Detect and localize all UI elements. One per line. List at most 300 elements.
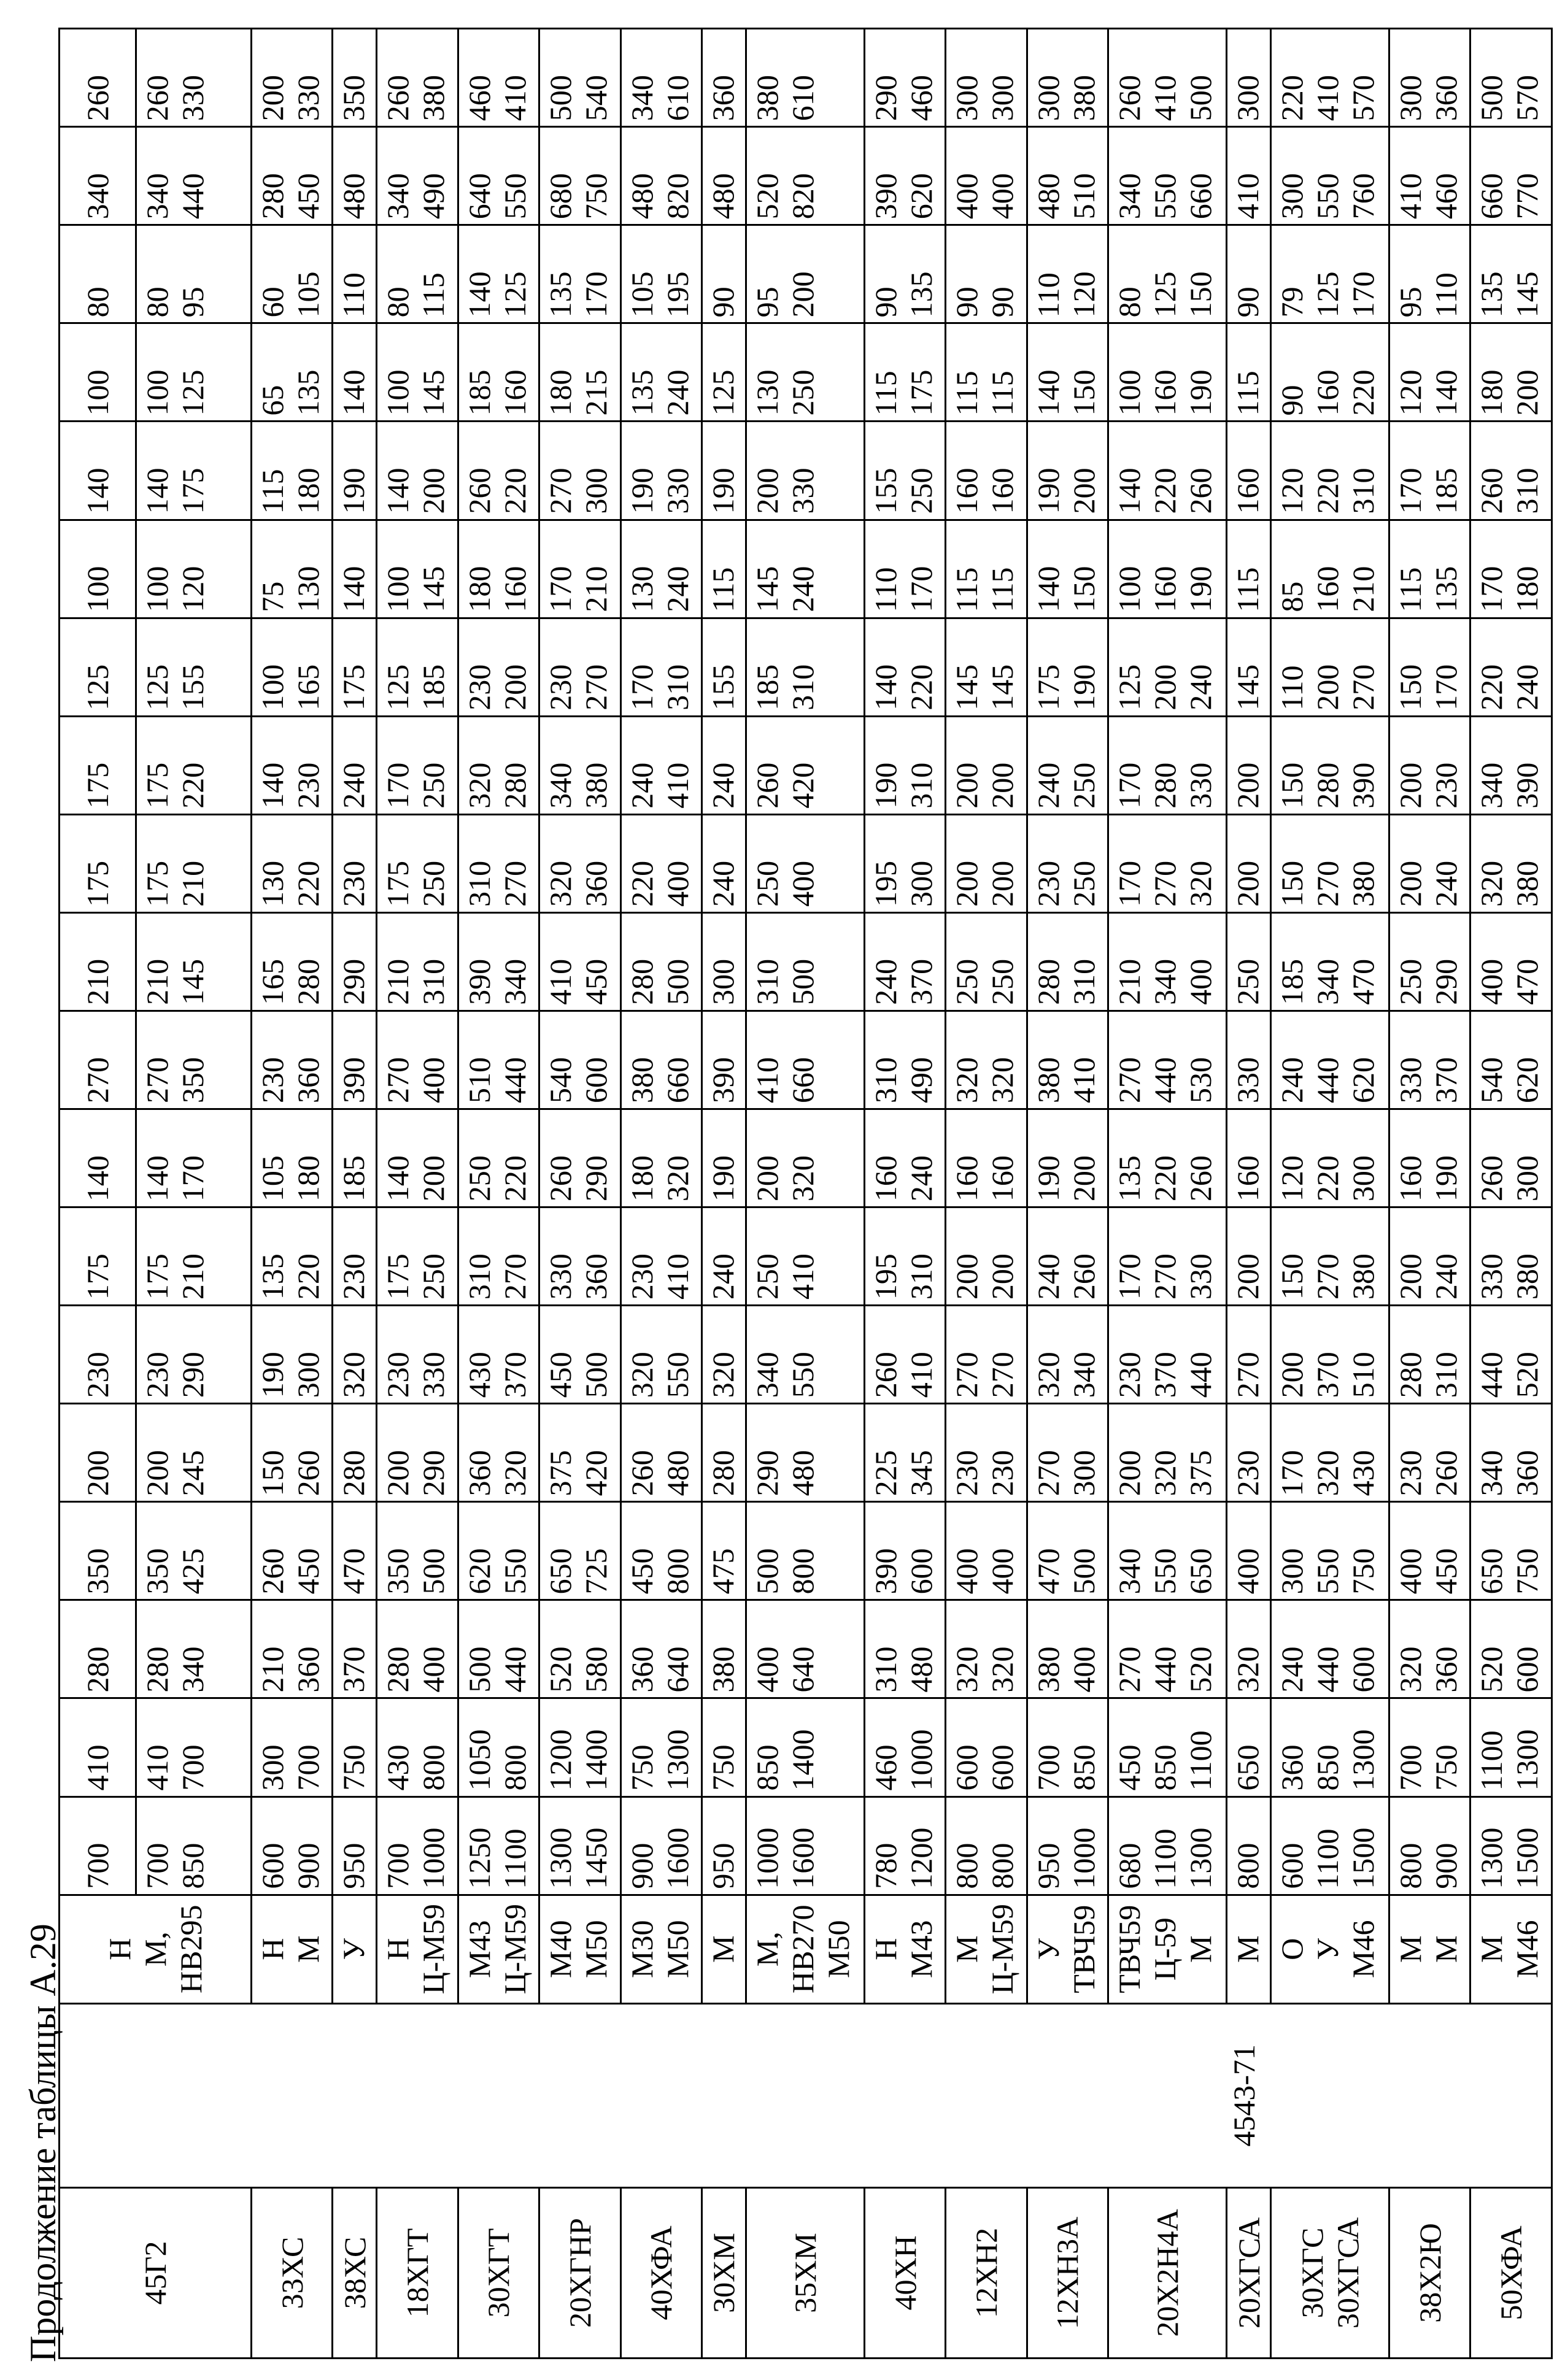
- cell-line: 660: [785, 1057, 820, 1103]
- value-cell: [746, 1502, 864, 1600]
- cell-line: 780: [868, 1843, 903, 1889]
- cell-line: 210: [381, 958, 415, 1005]
- value-cell: [539, 1011, 620, 1109]
- cell-line: 380: [1030, 1646, 1065, 1693]
- cell-line: 650: [1474, 1548, 1509, 1595]
- cell-line: 240: [1030, 1254, 1065, 1300]
- cell-line: 135: [543, 271, 578, 318]
- cell-line: 260: [462, 468, 497, 514]
- value-cell: [377, 225, 458, 323]
- cell-line: 410: [1310, 75, 1345, 121]
- cell-line: 175: [381, 860, 415, 907]
- steel-grade-cell: [1027, 2187, 1108, 2358]
- cell-line: 155: [705, 664, 740, 711]
- cell-line: 240: [660, 369, 695, 416]
- value-cell: [1227, 1207, 1271, 1306]
- cell-line: 1300: [1183, 1827, 1218, 1889]
- cell-line: 240: [624, 762, 659, 809]
- cell-line: 110: [1030, 272, 1065, 318]
- cell-line: Ц-59: [1148, 1917, 1183, 1981]
- cell-line: 280: [1030, 958, 1065, 1005]
- header-value-cell: 350: [60, 1502, 136, 1600]
- value-cell: [136, 127, 252, 225]
- cell-line: 250: [416, 1254, 451, 1300]
- value-cell: [1108, 225, 1227, 323]
- cell-line: 650: [543, 1548, 578, 1595]
- cell-line: 660: [1183, 173, 1218, 220]
- value-cell: [946, 1600, 1027, 1698]
- cell-line: 725: [579, 1548, 614, 1595]
- value-cell: [701, 1698, 746, 1797]
- value-cell: [1470, 520, 1552, 618]
- steel-grade-text: 20Х2Н4А: [1150, 2209, 1185, 2337]
- value-cell: [1470, 1600, 1552, 1698]
- header-value-cell: 100: [60, 520, 136, 618]
- value-cell: [746, 618, 864, 716]
- value-cell: [1108, 1698, 1227, 1797]
- cell-line: 220: [1275, 75, 1310, 121]
- cell-line: М,: [749, 1931, 784, 1967]
- cell-line: 175: [140, 1254, 175, 1300]
- cell-line: 320: [705, 1352, 740, 1398]
- steel-grade-cell: [458, 2187, 539, 2358]
- value-cell: [1108, 1207, 1227, 1306]
- value-cell: [1470, 1109, 1552, 1207]
- value-cell: [1271, 912, 1389, 1011]
- cell-line: 260: [1066, 1254, 1101, 1300]
- cell-line: 450: [579, 958, 614, 1005]
- value-cell: [620, 1306, 701, 1404]
- cell-line: 360: [579, 1254, 614, 1300]
- cell-line: 380: [1346, 860, 1381, 907]
- header-value-cell: 260: [60, 29, 136, 127]
- cell-line: 150: [1275, 762, 1310, 809]
- cell-line: М30: [624, 1920, 659, 1978]
- steel-grade-text: 30ХМ: [706, 2233, 741, 2313]
- value-cell: [1389, 323, 1470, 422]
- cell-line: 750: [1510, 1548, 1545, 1595]
- cell-line: 185: [416, 664, 451, 711]
- cell-line: 300: [985, 75, 1020, 121]
- cell-line: 260: [140, 75, 175, 121]
- cell-line: 290: [416, 1450, 451, 1496]
- value-cell: [251, 1797, 332, 1895]
- value-cell: [946, 1698, 1027, 1797]
- cell-line: 180: [624, 1155, 659, 1202]
- value-cell: [539, 1698, 620, 1797]
- cell-line: 310: [462, 1254, 497, 1300]
- cell-line: 850: [176, 1843, 211, 1889]
- value-cell: [1027, 29, 1108, 127]
- cell-line: 340: [497, 958, 532, 1005]
- cell-line: 800: [1393, 1843, 1428, 1889]
- value-cell: [620, 1600, 701, 1698]
- value-cell: [333, 225, 377, 323]
- cell-line: 170: [1428, 664, 1463, 711]
- cell-line: 380: [579, 762, 614, 809]
- cell-line: Н: [255, 1938, 290, 1960]
- cell-line: 360: [1510, 1450, 1545, 1496]
- value-cell: [377, 29, 458, 127]
- value-cell: [746, 29, 864, 127]
- value-cell: [1027, 422, 1108, 520]
- steel-grade-cell: [1108, 2187, 1227, 2358]
- cell-line: 360: [290, 1646, 325, 1693]
- value-cell: [251, 29, 332, 127]
- cell-line: 340: [749, 1352, 784, 1398]
- cell-line: 330: [1474, 1254, 1509, 1300]
- value-cell: [539, 520, 620, 618]
- cell-line: 220: [1474, 664, 1509, 711]
- value-cell: [539, 716, 620, 814]
- cell-line: 120: [1275, 1155, 1310, 1202]
- cell-line: 175: [176, 468, 211, 514]
- cell-line: 450: [624, 1548, 659, 1595]
- value-cell: [864, 716, 945, 814]
- value-cell: [1108, 520, 1227, 618]
- value-cell: [1027, 127, 1108, 225]
- cell-line: 140: [462, 271, 497, 318]
- value-cell: [1027, 1600, 1108, 1698]
- mode-cell: [60, 1895, 252, 2003]
- header-value-cell: 280: [60, 1600, 136, 1698]
- cell-line: 230: [1428, 762, 1463, 809]
- cell-line: 150: [255, 1450, 290, 1496]
- cell-line: 240: [1510, 664, 1545, 711]
- mode-cell: [377, 1895, 458, 2003]
- header-value-cell: 175: [60, 1207, 136, 1306]
- cell-line: 65: [255, 385, 290, 416]
- cell-line: 800: [497, 1744, 532, 1791]
- cell-line: 345: [903, 1450, 938, 1496]
- cell-line: М50: [660, 1920, 695, 1978]
- cell-line: 140: [140, 468, 175, 514]
- cell-line: 600: [1510, 1646, 1545, 1693]
- cell-line: 225: [868, 1450, 903, 1496]
- cell-line: 185: [462, 369, 497, 416]
- value-cell: [1027, 1502, 1108, 1600]
- cell-line: 200: [1231, 762, 1266, 809]
- header-value-cell: 230: [60, 1306, 136, 1404]
- value-cell: [377, 814, 458, 912]
- cell-line: 270: [1112, 1057, 1147, 1103]
- value-cell: [864, 1404, 945, 1502]
- cell-line: 170: [381, 762, 415, 809]
- value-cell: [701, 1306, 746, 1404]
- value-cell: [377, 127, 458, 225]
- value-cell: [1271, 618, 1389, 716]
- cell-line: 270: [1310, 860, 1345, 907]
- cell-line: 220: [1310, 468, 1345, 514]
- value-cell: [1227, 1109, 1271, 1207]
- value-cell: [1227, 618, 1271, 716]
- cell-line: 800: [1231, 1843, 1266, 1889]
- cell-line: 500: [1183, 75, 1218, 121]
- steel-grade-text: 18ХГТ: [400, 2228, 435, 2318]
- cell-line: 330: [416, 1352, 451, 1398]
- cell-line: 510: [1066, 173, 1101, 220]
- cell-line: 520: [1474, 1646, 1509, 1693]
- cell-line: 340: [543, 762, 578, 809]
- value-cell: [136, 1698, 252, 1797]
- value-cell: [251, 1600, 332, 1698]
- value-cell: [333, 520, 377, 618]
- value-cell: [539, 29, 620, 127]
- cell-line: 230: [290, 762, 325, 809]
- value-cell: [1271, 814, 1389, 912]
- value-cell: [1389, 814, 1470, 912]
- cell-line: 500: [543, 75, 578, 121]
- cell-line: 200: [497, 664, 532, 711]
- cell-line: 380: [705, 1646, 740, 1693]
- value-cell: [1271, 225, 1389, 323]
- cell-line: 1100: [497, 1828, 532, 1889]
- value-cell: [1108, 422, 1227, 520]
- value-cell: [136, 618, 252, 716]
- cell-line: 1300: [543, 1827, 578, 1889]
- value-cell: [701, 912, 746, 1011]
- cell-line: 180: [290, 1155, 325, 1202]
- value-cell: [1027, 618, 1108, 716]
- cell-line: 300: [290, 1352, 325, 1398]
- cell-line: 370: [336, 1646, 371, 1693]
- cell-line: 750: [624, 1744, 659, 1791]
- cell-line: 500: [749, 1548, 784, 1595]
- value-cell: [701, 1109, 746, 1207]
- cell-line: 75: [255, 581, 290, 612]
- value-cell: [1227, 127, 1271, 225]
- steel-grade-text: 38Х2Ю: [1412, 2223, 1447, 2323]
- cell-line: 120: [1393, 369, 1428, 416]
- header-value-cell: 340: [60, 127, 136, 225]
- value-cell: [701, 127, 746, 225]
- cell-line: 230: [140, 1352, 175, 1398]
- cell-line: 450: [543, 1352, 578, 1398]
- cell-line: 820: [660, 173, 695, 220]
- cell-line: 135: [1112, 1155, 1147, 1202]
- value-cell: [1227, 814, 1271, 912]
- value-cell: [136, 29, 252, 127]
- cell-line: 310: [1510, 468, 1545, 514]
- value-cell: [136, 1207, 252, 1306]
- cell-line: 240: [705, 762, 740, 809]
- cell-line: 170: [1112, 860, 1147, 907]
- value-cell: [1389, 1404, 1470, 1502]
- value-cell: [1227, 1404, 1271, 1502]
- cell-line: 115: [985, 371, 1020, 416]
- cell-line: 180: [543, 369, 578, 416]
- value-cell: [251, 1502, 332, 1600]
- cell-line: М43: [462, 1920, 497, 1978]
- value-cell: [1027, 225, 1108, 323]
- steel-grade-text: 50ХФА: [1494, 2225, 1529, 2320]
- mode-cell: [251, 1895, 332, 2003]
- cell-line: 250: [749, 860, 784, 907]
- gost-cell-continued: [1470, 2003, 1552, 2187]
- value-cell: [333, 1698, 377, 1797]
- value-cell: [539, 422, 620, 520]
- cell-line: 380: [416, 75, 451, 121]
- cell-line: 240: [1275, 1057, 1310, 1103]
- cell-line: 79: [1275, 287, 1310, 318]
- cell-line: М,: [137, 1931, 172, 1967]
- cell-line: 280: [381, 1646, 415, 1693]
- header-value-cell: 80: [60, 225, 136, 323]
- mode-cell: [1108, 1895, 1227, 2003]
- value-cell: [333, 1797, 377, 1895]
- cell-line: 410: [749, 1057, 784, 1103]
- cell-line: 500: [462, 1646, 497, 1693]
- cell-line: 410: [1231, 173, 1266, 220]
- value-cell: [1108, 618, 1227, 716]
- cell-line: 185: [1275, 958, 1310, 1005]
- value-cell: [458, 1109, 539, 1207]
- cell-line: 440: [1148, 1646, 1183, 1693]
- cell-line: 460: [868, 1744, 903, 1791]
- value-cell: [251, 618, 332, 716]
- cell-line: 320: [1310, 1450, 1345, 1496]
- value-cell: [864, 912, 945, 1011]
- cell-line: 140: [868, 664, 903, 711]
- cell-line: 320: [1231, 1646, 1266, 1693]
- value-cell: [1027, 1207, 1108, 1306]
- cell-line: 270: [381, 1057, 415, 1103]
- cell-line: 440: [497, 1057, 532, 1103]
- cell-line: 440: [497, 1646, 532, 1693]
- cell-line: 570: [1346, 75, 1381, 121]
- cell-line: 240: [903, 1155, 938, 1202]
- value-cell: [1271, 520, 1389, 618]
- value-cell: [1108, 1306, 1227, 1404]
- steel-grade-cell: [333, 2187, 377, 2358]
- cell-line: 185: [749, 664, 784, 711]
- cell-line: 135: [290, 369, 325, 416]
- cell-line: 360: [462, 1450, 497, 1496]
- cell-line: 310: [785, 664, 820, 711]
- cell-line: 320: [1030, 1352, 1065, 1398]
- mode-cell: [1227, 1895, 1271, 2003]
- value-cell: [1227, 1011, 1271, 1109]
- cell-line: 230: [949, 1450, 984, 1496]
- cell-line: 440: [1310, 1057, 1345, 1103]
- steel-grade-cell: [746, 2187, 864, 2358]
- cell-line: 190: [624, 468, 659, 514]
- cell-line: 115: [416, 272, 451, 318]
- cell-line: 600: [903, 1548, 938, 1595]
- cell-line: 190: [255, 1352, 290, 1398]
- cell-line: 145: [176, 958, 211, 1005]
- cell-line: 260: [1183, 468, 1218, 514]
- cell-line: 110: [868, 567, 903, 612]
- value-cell: [1389, 1698, 1470, 1797]
- value-cell: [746, 814, 864, 912]
- cell-line: 400: [749, 1646, 784, 1693]
- cell-line: 100: [140, 369, 175, 416]
- cell-line: 165: [255, 958, 290, 1005]
- cell-line: 800: [949, 1843, 984, 1889]
- cell-line: 175: [381, 1254, 415, 1300]
- cell-line: М: [290, 1935, 325, 1963]
- cell-line: 250: [416, 860, 451, 907]
- cell-line: 160: [497, 566, 532, 612]
- cell-line: 280: [336, 1450, 371, 1496]
- cell-line: 260: [1428, 1450, 1463, 1496]
- cell-line: 250: [1231, 958, 1266, 1005]
- value-cell: [1027, 1404, 1108, 1502]
- cell-line: 320: [497, 1450, 532, 1496]
- steel-grade-text: 30ХГТ: [481, 2228, 516, 2318]
- mode-cell: [701, 1895, 746, 2003]
- cell-line: 80: [381, 287, 415, 318]
- value-cell: [1470, 422, 1552, 520]
- cell-line: 115: [1393, 567, 1428, 612]
- value-cell: [377, 520, 458, 618]
- value-cell: [1389, 520, 1470, 618]
- cell-line: 470: [336, 1548, 371, 1595]
- cell-line: 170: [176, 1155, 211, 1202]
- cell-line: 700: [1393, 1744, 1428, 1791]
- cell-line: 190: [868, 762, 903, 809]
- cell-line: 250: [1066, 762, 1101, 809]
- value-cell: [746, 716, 864, 814]
- value-cell: [864, 225, 945, 323]
- cell-line: 320: [336, 1352, 371, 1398]
- cell-line: 200: [985, 762, 1020, 809]
- cell-line: 170: [1112, 1254, 1147, 1300]
- cell-line: 140: [381, 468, 415, 514]
- cell-line: 220: [497, 468, 532, 514]
- cell-line: 370: [1148, 1352, 1183, 1398]
- cell-line: 130: [255, 860, 290, 907]
- cell-line: 360: [1428, 75, 1463, 121]
- value-cell: [701, 1502, 746, 1600]
- cell-line: 430: [462, 1352, 497, 1398]
- value-cell: [136, 1797, 252, 1895]
- cell-line: 150: [1066, 369, 1101, 416]
- value-cell: [864, 1698, 945, 1797]
- steel-grade-text: 30ХГСА: [1331, 2217, 1365, 2329]
- cell-line: 340: [1310, 958, 1345, 1005]
- cell-line: 310: [1066, 958, 1101, 1005]
- header-value-cell: 210: [60, 912, 136, 1011]
- value-cell: [1389, 1207, 1470, 1306]
- cell-line: 660: [1474, 173, 1509, 220]
- steel-grade-text: 40ХФА: [644, 2225, 679, 2320]
- gost-cell: [60, 2003, 1470, 2187]
- cell-line: 340: [1112, 1548, 1147, 1595]
- cell-line: 240: [660, 566, 695, 612]
- value-cell: [701, 422, 746, 520]
- cell-line: 440: [1474, 1352, 1509, 1398]
- cell-line: 640: [462, 173, 497, 220]
- value-cell: [701, 323, 746, 422]
- value-cell: [946, 1404, 1027, 1502]
- cell-line: 200: [1231, 1254, 1266, 1300]
- cell-line: Ц-М59: [497, 1904, 532, 1995]
- value-cell: [1227, 716, 1271, 814]
- cell-line: 610: [785, 75, 820, 121]
- cell-line: 300: [579, 468, 614, 514]
- value-cell: [136, 912, 252, 1011]
- value-cell: [1271, 1207, 1389, 1306]
- cell-line: 190: [1030, 468, 1065, 514]
- value-cell: [864, 1600, 945, 1698]
- cell-line: 480: [785, 1450, 820, 1496]
- value-cell: [701, 716, 746, 814]
- cell-line: 210: [1112, 958, 1147, 1005]
- cell-line: 420: [579, 1450, 614, 1496]
- cell-line: 200: [1066, 1155, 1101, 1202]
